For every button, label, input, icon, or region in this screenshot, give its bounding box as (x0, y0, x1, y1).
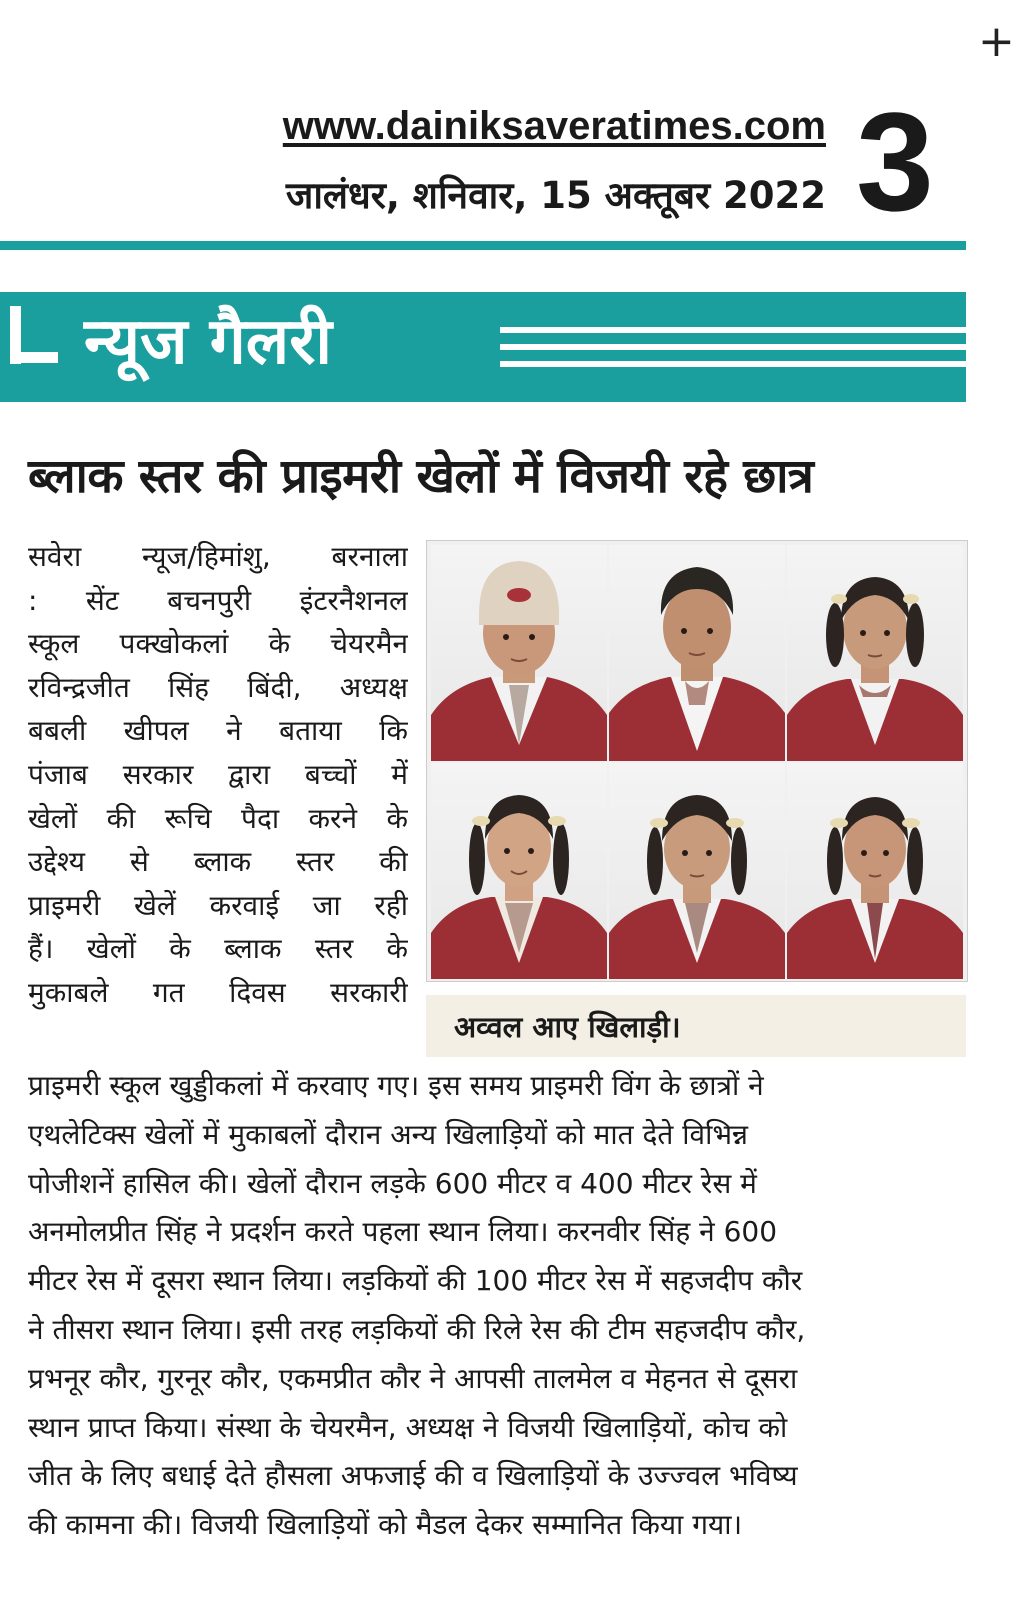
article-column (28, 535, 408, 1015)
text-line: की कामना की। विजयी खिलाड़ियों को मैडल देकर सम्मानित किया गया। (28, 1508, 743, 1542)
page-number: 3 (856, 83, 934, 240)
text-line: हैं। खेलों के ब्लाक स्तर के (28, 932, 408, 966)
text-line: सवेरा न्यूज/हिमांशु, बरनाला (28, 540, 408, 573)
banner-stripe (500, 361, 966, 367)
text-line: ने तीसरा स्थान लिया। इसी तरह लड़कियों की रिले रेस की टीम सहजदीप कौर, (28, 1312, 806, 1346)
section-banner (0, 292, 966, 402)
text-line: स्कूल पक्खोकलां के चेयरमैन (28, 627, 408, 661)
text-line: पंजाब सरकार द्वारा बच्चों में (28, 757, 408, 791)
crosshair-icon: + (978, 16, 1015, 67)
text-line: अनमोलप्रीत सिंह ने प्रदर्शन करते पहला स्थान लिया। करनवीर सिंह ने 600 (28, 1215, 778, 1249)
text-line: प्राइमरी खेलें करवाई जा रही (28, 888, 408, 922)
text-line: जीत के लिए बधाई देते हौसला अफजाई की व खिलाड़ियों के उज्ज्वल भविष्य (28, 1459, 798, 1493)
text-line: बबली खीपल ने बताया कि (28, 714, 408, 748)
photo-caption-box (426, 995, 966, 1057)
article-body (28, 1062, 968, 1550)
student-photo (431, 545, 607, 761)
text-line: उद्देश्य से ब्लाक स्तर की (28, 845, 408, 879)
article-headline: ब्लाक स्तर की प्राइमरी खेलों में विजयी रहे छात्र (28, 449, 814, 504)
text-line: मीटर रेस में दूसरा स्थान लिया। लड़कियों की 100 मीटर रेस में सहजदीप कौर (28, 1264, 803, 1298)
student-photo (431, 763, 607, 979)
text-line: एथलेटिक्स खेलों में मुकाबलों दौरान अन्य खिलाड़ियों को मात देते विभिन्न (28, 1117, 748, 1151)
text-line: मुकाबले गत दिवस सरकारी (28, 975, 408, 1009)
dateline: जालंधर, शनिवार, 15 अक्तूबर 2022 (285, 174, 826, 217)
text-line: खेलों की रूचि पैदा करने के (28, 801, 408, 835)
photo-collage (426, 540, 968, 982)
banner-stripe (500, 327, 966, 333)
student-photo (609, 545, 785, 761)
text-line: स्थान प्राप्त किया। संस्था के चेयरमैन, अध्यक्ष ने विजयी खिलाड़ियों, कोच को (28, 1410, 788, 1444)
student-photo (609, 763, 785, 979)
masthead (0, 0, 1026, 250)
text-line: रविन्द्रजीत सिंह बिंदी, अध्यक्ष (28, 670, 408, 704)
student-photo (787, 545, 963, 761)
text-line: प्राइमरी स्कूल खुड्डीकलां में करवाए गए। इस समय प्राइमरी विंग के छात्रों ने (28, 1069, 764, 1102)
bracket-mark (10, 352, 58, 363)
photo-caption: अव्वल आए खिलाड़ी। (454, 1010, 681, 1044)
text-line: पोजीशनें हासिल की। खेलों दौरान लड़के 600 मीटर व 400 मीटर रेस में (28, 1166, 757, 1200)
text-line: प्रभनूर कौर, गुरनूर कौर, एकमप्रीत कौर ने आपसी तालमेल व मेहनत से दूसरा (28, 1361, 798, 1395)
student-photo (787, 763, 963, 979)
text-line: : सेंट बचनपुरी इंटरनैशनल (28, 583, 408, 617)
banner-stripe (500, 344, 966, 350)
masthead-rule (0, 241, 966, 250)
section-title: न्यूज गैलरी (84, 305, 332, 379)
site-url[interactable]: www.dainiksaveratimes.com (282, 104, 826, 148)
